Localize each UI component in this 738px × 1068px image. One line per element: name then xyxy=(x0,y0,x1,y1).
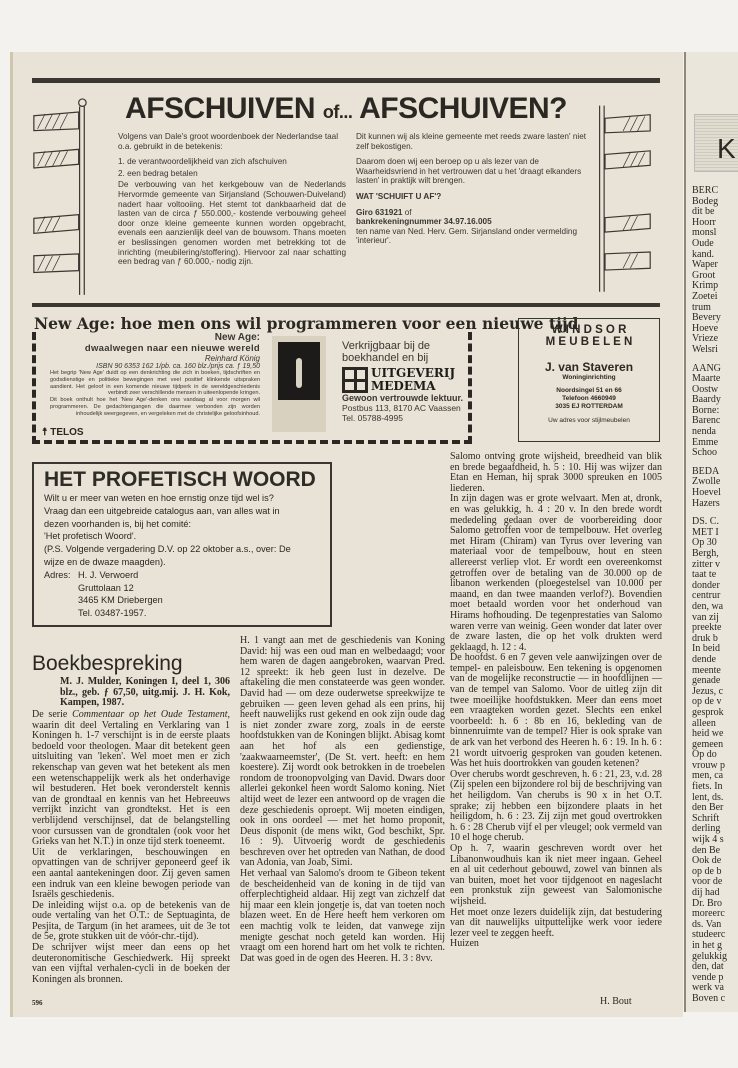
adjacent-text-line: BERC xyxy=(692,185,719,196)
adjacent-text-line: Baardy xyxy=(692,394,721,406)
adjacent-text-line: Vrieze xyxy=(692,333,719,345)
publisher-slogan: Gewoon vertrouwde lektuur. xyxy=(342,393,464,403)
adjacent-text-line: dij had xyxy=(692,887,720,898)
adjacent-text-line: op de b xyxy=(692,865,722,877)
adjacent-text-line: vrouw p xyxy=(692,759,726,771)
review-paragraph: De inleiding wijst o.a. op de betekenis van de oude vertaling van het O.T.: de Septuaginta, de Pesjita, de Targum (in het aramees, uit de 3e tot de 5e, grote stukken uit de vóór-chr.-tijd). xyxy=(32,899,230,943)
banner-right-column xyxy=(356,132,588,246)
windsor-subtitle: Woninginrichting xyxy=(562,374,616,381)
windsor-phone: Telefoon 4660949 xyxy=(562,395,616,402)
windsor-title-2: M E U B E L E N xyxy=(545,336,633,348)
book-description-2: Dit boek onthult hoe het 'New Age'-denken ons vandaag al voor morgen wil programmeren. De gedachtengangen die daarmee verbonden zijn worden inhoudelijk weergegeven, en vergeleken met de christelijke geloofsinhoud. xyxy=(50,397,260,417)
adjacent-text-line: moreerc xyxy=(692,908,725,920)
newage-book-info xyxy=(50,332,260,418)
review-column-2 xyxy=(240,636,445,964)
adjacent-text-line: vende p xyxy=(692,971,724,983)
adjacent-text-line: BEDA xyxy=(692,465,720,477)
review-paragraph: Salomo ontving grote wijsheid, breedheid van blik en brede begaafdheid, h. 5 : 10. Hij was wijzer dan Etan en Heman, hij sprak 3000 spreuken en 1005 liederen. xyxy=(450,451,662,494)
adjacent-text-line: den Be xyxy=(692,844,721,856)
review-paragraph: In zijn dagen was er grote welvaart. Men at, dronk, en was gelukkig, h. 4 : 20 v. In den brede wordt mededeling gedaan over de voorbereiding door Salomo getroffen voor de tempelbouw. Het overleg met Hiram (Chiram) van Tyrus over levering van materiaal voor de tempelbouw, hout en steen allereerst verliep vlot. Er wordt een overeenkomst getroffen over de betaling van de 30.000 op de libanon werkenden (ploegestelsel van 10.000 per maand, en dan twee maanden verlof?). Bovendien moet betaald worden voor het onderhoud van Hirams hofhouding. De tegenprestaties van Salomo waren verre van weinig. Geen wonder dat later over de zware lasten, die op het volk drukten werd geklaagd, h. 12 : 4. xyxy=(450,493,662,653)
review-paragraph: Uit de verklaringen, beschouwingen en opvattingen van de schrijver geponeerd geef ik een aantal aantekeningen door. Zij geven samen een indruk van een kleine bewogen periode van Israëls geschiedenis. xyxy=(32,846,230,901)
adjacent-text-line: gelukkig xyxy=(692,950,727,962)
profetisch-title: HET PROFETISCH WOORD xyxy=(44,468,316,491)
review-paragraph: Over cherubs wordt geschreven, h. 6 : 21, 23, v.d. 28 (Zij spelen een bijzondere rol bij de beschrijving van het heiligdom. Van cherubs is 90 x in het O.T. sprake; zij hebben een bijzondere plaats in het heiligdom, h. 6 : 23. Zij zijn met goud overtrokken h. 6 : 28 Cherub vijf el per vleugel; ook vermeld van 10 el hoge cherub. xyxy=(450,768,662,844)
adjacent-text-line: Borne: xyxy=(692,404,720,416)
adjacent-text-line: heid we xyxy=(692,728,724,740)
adjacent-page xyxy=(684,52,738,1012)
book-title-line2: dwaalwegen naar een nieuwe wereld xyxy=(84,343,260,354)
adjacent-text-line: gemeen xyxy=(692,738,724,750)
adjacent-text-line: Boven c xyxy=(692,992,726,1004)
banner-title-part2: AFSCHUIVEN? xyxy=(359,92,567,125)
banner-left-column xyxy=(118,132,346,273)
adjacent-text-line: ds. Van xyxy=(692,918,722,930)
adjacent-text-line: donder xyxy=(692,579,720,591)
adjacent-text-line: In beid xyxy=(692,643,721,655)
book-author: Reinhard König xyxy=(204,354,260,363)
windsor-title-1: W I N D S O R xyxy=(551,324,627,336)
adjacent-text-line: dit be xyxy=(692,206,715,218)
review-byline: M. J. Mulder, Koningen I, deel 1, 306 blz., geb. ƒ 67,50, uitg.mij. J. H. Kok, Kampen, 1987. xyxy=(60,676,230,709)
top-rule xyxy=(32,78,660,83)
adjacent-text-line: taat te xyxy=(692,569,717,581)
address-label: Adres: xyxy=(44,569,71,580)
adjacent-text-line: Oostw xyxy=(692,383,719,395)
adjacent-text-line: Waper xyxy=(692,259,718,271)
adjacent-text-line: Hoeve xyxy=(692,322,719,334)
adjacent-text-line: meente xyxy=(692,664,721,676)
banner-right-para-1: Dit kunnen wij als kleine gemeente met reeds zware lasten' niet zelf bekostigen. xyxy=(356,132,587,151)
banner-body: De verbouwing van het kerkgebouw van de Nederlands Hervormde gemeente van Sirjansland (Schouwen-Duiveland) nadert haar voltooiing. Het stemt tot dankbaarheid dat de lasten van de circa ƒ 550.000,- kostende verbouwing geheel door onze kleine gemeente kunnen worden opgebracht, evenals een aanzienlijk deel van de bouwsom. Thans moeten er beslissingen genomen worden met betrekking tot de inrichting (meubilering/stoffering). Hiervoor zal naar schatting een bedrag van ƒ 60.000,- nodig zijn. xyxy=(118,180,346,267)
adjacent-text-line: derling xyxy=(692,823,721,835)
giro-number: Giro 631921 xyxy=(356,207,403,217)
adjacent-text-line: alleen xyxy=(692,717,716,729)
page-number: 596 xyxy=(32,999,43,1007)
profetisch-line: Wilt u er meer van weten en hoe ernstig onze tijd wel is? xyxy=(44,493,274,503)
book-description-1: Het begrip 'New Age' duidt op een denkrichting die zich in boeken, tijdschriften en godsdienstige en politieke bewegingen met veel positief klinkende uitspraken aandient. Het geloof in een komende nieuwe tijdperk in de wereldgeschiedenis verbindt zeer verschillende mensen in uiteenlopende kringen. xyxy=(50,370,260,397)
adjacent-text-line: genade xyxy=(692,675,721,687)
adjacent-text-line: Zoetei xyxy=(692,290,718,302)
banner-title-of: of... xyxy=(322,102,353,122)
adjacent-text-line: Hazers xyxy=(692,497,720,509)
adjacent-text-line: Schrift xyxy=(692,812,720,824)
adjacent-text-line: in het g xyxy=(692,939,722,951)
review-paragraph: Op h. 7, waarin geschreven wordt over het Libanonwoudhuis kan ik niet meer ingaan. Geheel en al uit cederhout gebouwd, zowel van binnen als van buiten, moet het voor tijdgenoot en nageslacht een pronkstuk zijn geweest van Salomonische wijsheid. xyxy=(450,842,662,907)
adjacent-text-line: lent, ds. xyxy=(692,791,724,803)
adjacent-text-line: Groot xyxy=(692,269,716,281)
profetisch-line: wijze en de dwaze maagden). xyxy=(44,556,166,567)
review-paragraph: De hoofdst. 6 en 7 geven vele aanwijzingen over de tempel- en paleisbouw. Een tekening is opgenomen van de mogelijke reconstructie — in hoofdlijnen — van de tempel van Salomo. Voor de uitleg zijn dit twee moeilijke hoofdstukken. Meer dan eens moet een vraagteken worden gezet. Slechts een enkel voorbeeld: h. 6 : 8b en 16, bekleding van de binnenruimte van de tempel? Hier is ook sprake van de ark van het verbond des Heeren h. 6 : 19. In h. 6 : 21 wordt uitvoerig gesproken van gouden ketenen. Was het huis doortrokken van gouden ketenen? xyxy=(450,652,662,770)
adjacent-text xyxy=(686,186,727,1005)
adjacent-text-line: Barenc xyxy=(692,415,721,427)
adjacent-text-line: studeerc xyxy=(692,929,726,941)
adjacent-text-line: den Ber xyxy=(692,802,724,814)
review-column-3 xyxy=(450,452,662,950)
windsor-ad xyxy=(518,318,660,442)
adjacent-text-line: gesprok xyxy=(692,706,724,718)
windsor-address-1: Noordsingel 51 en 66 xyxy=(556,387,622,394)
adjacent-text-line: voor de xyxy=(692,876,723,888)
adjacent-text-line: Zwolle xyxy=(692,476,721,488)
profetisch-line: 'Het profetisch Woord'. xyxy=(44,531,137,542)
book-cover-image xyxy=(272,336,326,432)
bank-account: bankrekeningnummer 34.97.16.005 xyxy=(356,217,492,227)
medema-logo-icon xyxy=(342,367,368,393)
adjacent-text-line: kand. xyxy=(692,248,714,260)
adjacent-text-line: Op 30 xyxy=(692,537,717,549)
adjacent-text-line: Bergh, xyxy=(692,548,719,559)
review-paragraph: Huizen xyxy=(450,938,479,950)
adjacent-text-line: Welsri xyxy=(692,343,718,355)
publisher-name-2: MEDEMA xyxy=(371,379,436,393)
publisher-block xyxy=(342,340,464,423)
telos-label: TELOS xyxy=(50,427,84,438)
banner-right-para-2: Daarom doen wij een beroep op u als lezer van de Waarheidsvriend in het vertrouwen dat u het 'draagt elkanders lasten' in praktijk wilt brengen. xyxy=(356,157,582,186)
review-paragraph: De serie Commentaar op het Oude Testament, waarin dit deel Vertaling en Verklaring van 1 Koningen h. 1-7 verschijnt is in de eerste plaats bedoeld voor theologen. Maar dit betekent geen uitsluiting van 'leken'. Wel moet men er zich rekenschap van geven wat het betekent als men een wetenschappelijk werk als het onderhavige wil bestuderen. Het boek veronderstelt kennis van de grondtaal en kennis van het Hebreeuws verrijkt inzicht van grondtekst. Het is een verblijdend verschijnsel, dat de belangstelling voor cursussen van de grondtalen (ook voor het Grieks van het N.T.) in onze tijd sterk toeneemt. xyxy=(32,709,230,848)
adjacent-text-line: Dr. Bro xyxy=(692,897,722,909)
adjacent-text-line: den, dat xyxy=(692,961,724,973)
profetisch-address-line: Tel. 03487-1957. xyxy=(78,608,147,619)
adjacent-text-line: AANG xyxy=(692,362,721,374)
adjacent-text-line: den, wa xyxy=(692,600,724,612)
adjacent-text-line: werk va xyxy=(692,982,724,994)
review-paragraph: Het verhaal van Salomo's droom te Gibeon tekent de bescheidenheid van de koning in de tijd van offerplechtigheid aldaar. Hij zegt van zichzelf dat hij maar een klein jongetje is, dat van toeten noch blazen weet. En de Here heeft hem verkoren om een machtig volk te leiden, dat vanwege zijn menigte geschat noch geteld kan worden. Hij vraagt om een horend hart om het volk te richten. Dat was goed in de ogen des Heeren. H. 3 : 8vv. xyxy=(240,868,445,964)
medema-logo xyxy=(342,367,464,393)
adjacent-text-line: Emme xyxy=(692,436,719,448)
adjacent-text-line: wijk 4 s xyxy=(692,834,724,846)
adjacent-text-line: monsl xyxy=(692,227,717,239)
adjacent-text-line: trum xyxy=(692,301,711,313)
adjacent-text-line: Oude xyxy=(692,237,714,249)
publisher-name-1: UITGEVERIJ xyxy=(371,366,456,380)
adjacent-text-line: centrur xyxy=(692,590,721,602)
bank-note: ten name van Ned. Herv. Gem. Sirjansland onder vermelding 'interieur'. xyxy=(356,226,578,246)
adjacent-text-line: MET I xyxy=(692,526,719,538)
banner-list-item-1: 1. de verantwoordelijkheid van zich afschuiven xyxy=(118,157,287,167)
book-isbn: ISBN 90 6353 162 1/pb. ca. 160 blz./prijs ca. ƒ 19,50 xyxy=(96,363,260,370)
adjacent-text-line: preekte xyxy=(692,622,722,634)
windsor-tagline: Uw adres voor stijlmeubelen xyxy=(548,417,630,424)
adjacent-text-line: DS. C. xyxy=(692,516,719,528)
banner-title-part1: AFSCHUIVEN xyxy=(125,92,316,125)
publisher-phone: Tel. 05788-4995 xyxy=(342,413,403,423)
review-paragraph: Het moet onze lezers duidelijk zijn, dat bestudering van dit nauwelijks uitputtelijke werk voor iedere lezer veel te zeggen heeft. xyxy=(450,906,662,939)
telos-logo xyxy=(42,427,84,438)
adjacent-text-line: Maarte xyxy=(692,373,721,385)
availability-text: Verkrijgbaar bij de boekhandel en bij xyxy=(342,340,431,364)
adjacent-box xyxy=(694,114,738,172)
adjacent-box-letter: K xyxy=(717,133,736,164)
profetisch-line: Vraag dan een uitgebreide catalogus aan, van alles wat in xyxy=(44,505,280,516)
adjacent-text-line: Hoevel xyxy=(692,487,721,499)
adjacent-text-line: nenda xyxy=(692,426,716,438)
banner-intro: Volgens van Dale's groot woordenboek der Nederlandse taal o.a. gebruikt in de betekenis: xyxy=(118,132,339,151)
profetisch-address-line: Gruttolaan 12 xyxy=(78,582,134,593)
profetisch-address-line: 3465 KM Driebergen xyxy=(78,595,163,606)
adjacent-text-line: Hoorr xyxy=(692,216,716,228)
giro-of: of xyxy=(404,207,412,217)
review-paragraph: De schrijver wijst meer dan eens op het deuteronomitische Geschiedwerk. Hij spreekt van een vijftal verhalen-cycli in de boeken der Koningen als bronnen. xyxy=(32,942,230,985)
banner-title xyxy=(32,92,660,126)
adjacent-text-line: zitter v xyxy=(692,558,721,570)
telos-icon: ☨ xyxy=(42,427,48,438)
newage-headline: New Age: hoe men ons wil programmeren voor een nieuwe tijd xyxy=(34,314,579,333)
adjacent-text-line: Bodeg xyxy=(692,195,719,207)
profetisch-woord-ad xyxy=(32,462,332,627)
book-title-line1: New Age: xyxy=(214,332,260,343)
profetisch-address-line: H. J. Verwoerd xyxy=(78,569,139,580)
adjacent-text-line: Schoo xyxy=(692,447,717,459)
adjacent-text-line: Ook de xyxy=(692,855,722,867)
review-signature: H. Bout xyxy=(600,996,632,1007)
adjacent-text-line: Jezus, c xyxy=(692,685,724,697)
windsor-name: J. van Staveren xyxy=(544,360,634,374)
adjacent-text-line: men, ca xyxy=(692,770,724,782)
adjacent-text-line: Bevery xyxy=(692,312,721,324)
review-heading: Boekbespreking xyxy=(32,652,183,675)
adjacent-text-line: Krimp xyxy=(692,280,719,292)
adjacent-text-line: druk b xyxy=(692,632,718,644)
adjacent-text-line: fiets. In xyxy=(692,781,723,793)
review-paragraph: H. 1 vangt aan met de geschiedenis van Koning David: hij was een oud man en welbedaagd; voor hem waren de dagen aangebroken, waarvan Pred. 12 spreekt: ik heb geen lust in dezelve. De aftakeling die men constateerde was geen wonder. David had — om deze ouderwetse spreekwijze te gebruiken — geen leven gehad als een prins, hij heeft nauwelijks rust gekend en ook zijn oude dag is niet zonder zware zorg, zoals in de eerste hoofdstukken van de Koningen blijkt. Abisag komt aan het hof als een gedienstige, 'zaakwaarneemster', (De St. vert. heeft: en hem koestere). Zij wordt ook betrokken in de troebelen rondom de troonopvolging van David. Dwars door allerlei gekonkel heen wordt Salomo koning. Niet altijd weet de lezer een antwoord op de vragen die deze geschiedenis oproept. Wij moeten eindigen, ook in ons oordeel — met het homo proponit, Deus disponit (de mens wikt, God beschikt, Spr. 16 : 9). Uitvoerig wordt de geschiedenis beschreven over het optreden van Nathan, de dood van Adonia, van Joab, Simi. xyxy=(240,635,445,869)
profetisch-line: dezen voorhanden is, bij het comité: xyxy=(44,518,192,529)
adjacent-text-line: op de v xyxy=(692,696,722,708)
publisher-address: Postbus 113, 8170 AC Vaassen xyxy=(342,403,461,413)
banner-list-item-2: 2. een bedrag betalen xyxy=(118,168,198,178)
profetisch-line: (P.S. Volgende vergadering D.V. op 22 oktober a.s., over: De xyxy=(44,544,291,555)
adjacent-text-line: van zij xyxy=(692,611,719,623)
review-column-1 xyxy=(32,710,230,985)
banner-bottom-rule xyxy=(32,303,660,307)
adjacent-text-line: Op do xyxy=(692,749,717,761)
adjacent-text-line: dende xyxy=(692,653,716,665)
banner-question: WAT 'SCHUIFT U AF'? xyxy=(356,191,442,201)
windsor-address-2: 3035 EJ ROTTERDAM xyxy=(555,403,623,410)
